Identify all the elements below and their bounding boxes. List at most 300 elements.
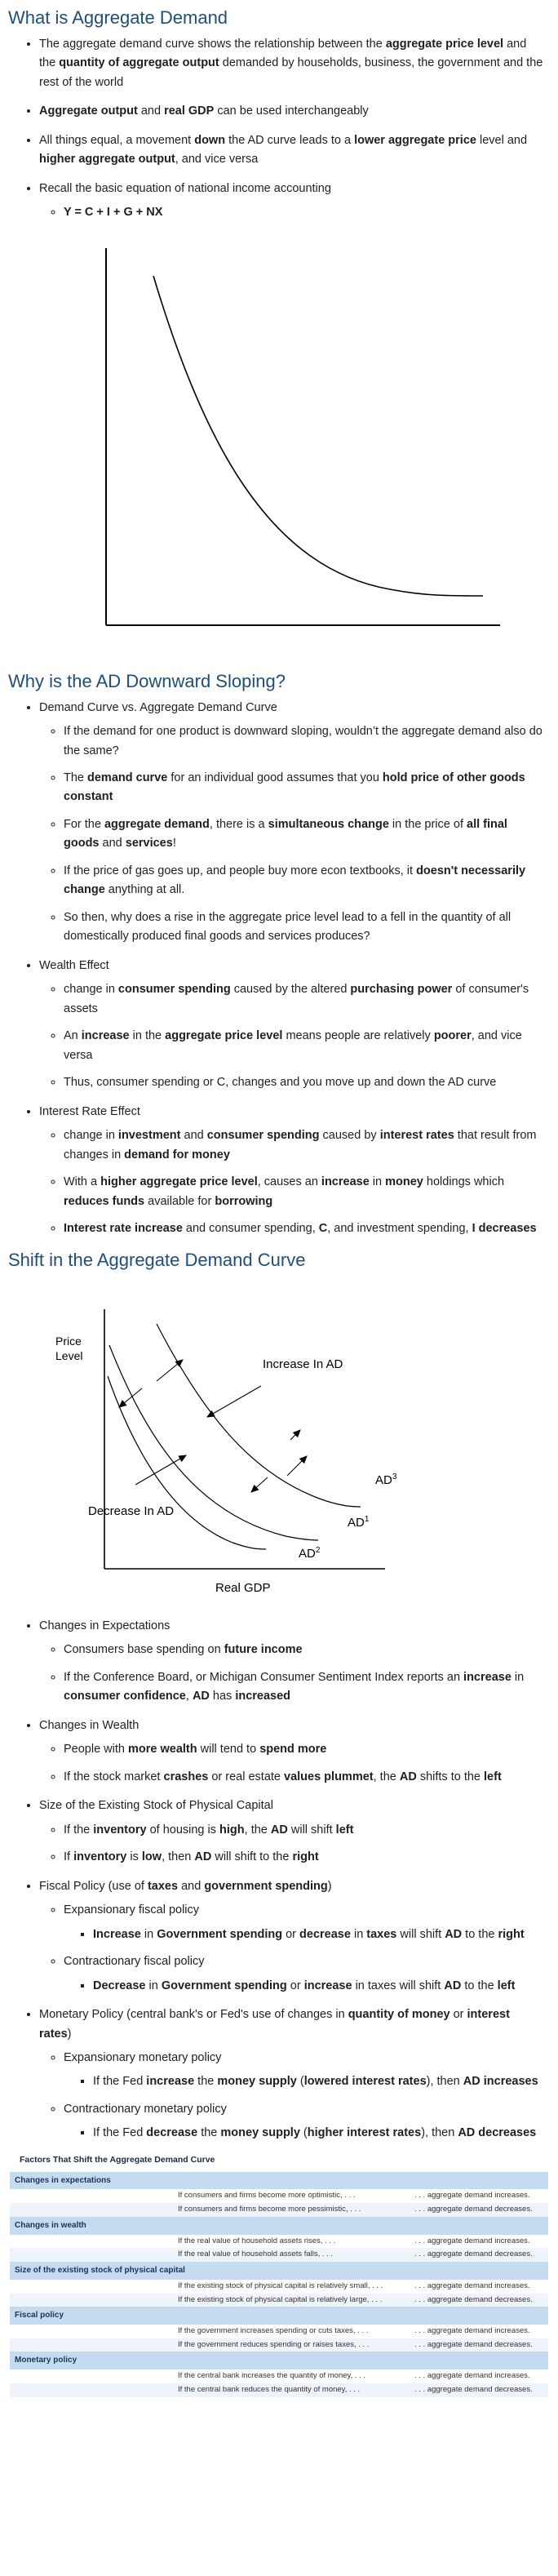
bold-text: decrease xyxy=(146,2126,198,2140)
bold-text: AD xyxy=(270,1823,288,1837)
empty-cell xyxy=(10,2235,173,2249)
list-item xyxy=(39,1617,545,1707)
table-category-row xyxy=(10,2352,548,2369)
text-run: If the Conference Board, or Michigan Consumer Sentiment Index reports an xyxy=(64,1670,464,1684)
bold-text: poorer xyxy=(433,1029,472,1043)
list-item xyxy=(39,1877,545,1996)
bullet-list-level-3 xyxy=(64,2124,545,2143)
text-run: Interest Rate Effect xyxy=(39,1104,140,1118)
bold-text: higher aggregate output xyxy=(39,153,175,167)
text-run: or xyxy=(450,2008,467,2022)
bullet-list-level-1 xyxy=(8,699,545,1239)
list-item xyxy=(39,102,545,121)
text-run: means people are relatively xyxy=(282,1029,434,1043)
bold-text: lower aggregate price xyxy=(354,133,476,147)
text-run: in xyxy=(145,1979,162,1992)
shift-right-arrow-upper xyxy=(157,1360,183,1381)
text-run: Demand Curve vs. Aggregate Demand Curve xyxy=(39,700,277,714)
ad-curve xyxy=(153,276,483,596)
text-run: to the xyxy=(462,1927,498,1941)
text-run: shifts to the xyxy=(416,1770,485,1783)
list-item xyxy=(64,1668,545,1707)
ad1-label: $AD^1$ xyxy=(348,1515,370,1530)
table-row xyxy=(10,2280,548,2294)
bold-text: increase xyxy=(321,1175,370,1189)
effect-cell: . . . aggregate demand increases. xyxy=(414,2191,530,2201)
bold-text: AD increases xyxy=(463,2075,538,2089)
text-run: , xyxy=(185,1690,193,1703)
table-category-row xyxy=(10,2307,548,2325)
ad-shift-chart xyxy=(41,1277,400,1603)
bold-text: AD decreases xyxy=(458,2126,537,2140)
bold-text: Y = C + I + G + NX xyxy=(64,205,163,219)
text-run: Changes in Wealth xyxy=(39,1718,140,1732)
section-list-what-is-ad xyxy=(8,35,545,223)
bullet-list-level-2 xyxy=(39,1641,545,1706)
list-item xyxy=(93,1977,545,1996)
effect-cell: . . . aggregate demand increases. xyxy=(414,2236,530,2245)
bold-text: taxes xyxy=(147,1879,179,1893)
list-item xyxy=(64,1027,545,1065)
list-item xyxy=(64,722,545,761)
bold-text: borrowing xyxy=(215,1194,273,1208)
list-item xyxy=(64,203,545,222)
cause-cell: If the government increases spending or cuts taxes, . . . xyxy=(178,2325,369,2335)
category-label: Changes in wealth xyxy=(10,2217,548,2235)
text-run: in xyxy=(369,1175,386,1189)
effect-cell: . . . aggregate demand decreases. xyxy=(410,2294,548,2307)
bold-text: taxes xyxy=(366,1927,397,1941)
bold-text: real GDP xyxy=(164,104,215,118)
cause-cell: If the central bank increases the quantity of money, . . . xyxy=(178,2370,366,2380)
bold-text: I decreases xyxy=(472,1222,537,1236)
table-category-row xyxy=(10,2217,548,2235)
text-run: ! xyxy=(172,837,176,851)
text-run: If xyxy=(64,1850,74,1864)
list-item xyxy=(64,1848,545,1867)
bold-text: right xyxy=(292,1850,319,1864)
list-item xyxy=(64,1740,545,1759)
ad3-label: $AD^3$ xyxy=(375,1472,397,1488)
bold-text: increase xyxy=(81,1029,130,1043)
shift-left-arrow-upper xyxy=(119,1388,142,1407)
category-label: Fiscal policy xyxy=(10,2307,548,2325)
bullet-list-level-2 xyxy=(39,1821,545,1868)
increase-pointer-arrow xyxy=(207,1386,261,1417)
table-row xyxy=(10,2325,548,2338)
empty-cell xyxy=(10,2338,173,2352)
effect-cell: . . . aggregate demand increases. xyxy=(414,2281,530,2290)
bullet-list-level-3 xyxy=(64,1925,545,1944)
table-row xyxy=(10,2235,548,2249)
text-run: that result from changes in xyxy=(64,1129,537,1161)
text-run: , and vice versa xyxy=(175,153,259,167)
bullet-list-level-2 xyxy=(39,1740,545,1787)
bold-text: AD xyxy=(192,1690,210,1703)
bold-text: reduces funds xyxy=(64,1194,145,1208)
list-item xyxy=(39,2005,545,2143)
text-run: ) xyxy=(327,1879,332,1893)
bold-text: increased xyxy=(235,1690,291,1703)
list-item xyxy=(64,1768,545,1787)
ad3-curve xyxy=(157,1324,361,1507)
cause-cell: If the real value of household assets falls, . . . xyxy=(173,2248,410,2262)
bullet-list-level-1 xyxy=(8,1617,545,2143)
cause-cell: If the existing stock of physical capital is relatively large, . . . xyxy=(173,2294,410,2307)
table-row xyxy=(10,2189,548,2203)
text-run: Thus, consumer spending or C, changes and you move up and down the AD curve xyxy=(64,1076,497,1090)
table-row xyxy=(10,2338,548,2352)
bold-text: quantity of aggregate output xyxy=(59,56,219,70)
text-run: and consumer spending, xyxy=(182,1222,319,1236)
text-run: will shift to the xyxy=(211,1850,293,1864)
list-item xyxy=(64,2100,545,2143)
bold-text: Interest rate increase xyxy=(64,1222,183,1236)
text-run: ( xyxy=(296,2075,304,2089)
list-item xyxy=(93,2072,545,2091)
bold-text: increase xyxy=(463,1670,512,1684)
bold-text: money xyxy=(385,1175,423,1189)
bold-text: left xyxy=(335,1823,354,1837)
empty-cell xyxy=(10,2248,173,2262)
text-run: demanded by households, business, the government and the rest of the world xyxy=(39,56,543,89)
list-item xyxy=(39,1103,545,1239)
bold-text: inventory xyxy=(93,1823,147,1837)
bold-text: left xyxy=(497,1979,516,1992)
text-run: , causes an xyxy=(257,1175,321,1189)
section-heading-ad-shift: Shift in the Aggregate Demand Curve xyxy=(8,1249,306,1270)
bold-text: money supply xyxy=(220,2126,300,2140)
bold-text: quantity of money xyxy=(348,2008,450,2022)
text-run: All things equal, a movement xyxy=(39,133,195,147)
text-run: to the xyxy=(461,1979,498,1992)
list-item xyxy=(39,131,545,170)
text-run: With a xyxy=(64,1175,101,1189)
shift-right-arrow-lower xyxy=(290,1430,300,1440)
text-run: The xyxy=(64,771,88,784)
bold-text: AD xyxy=(445,1927,463,1941)
text-run: holdings which xyxy=(423,1175,505,1189)
bold-text: Government spending xyxy=(161,1979,287,1992)
decrease-label: Decrease In AD xyxy=(88,1504,175,1519)
cause-cell: If consumers and firms become more pessimistic, . . . xyxy=(173,2203,410,2217)
effect-cell: . . . aggregate demand decreases. xyxy=(410,2203,548,2217)
bold-text: consumer spending xyxy=(206,1129,320,1143)
text-run: If the Fed xyxy=(93,2075,147,2089)
text-run: and the xyxy=(39,37,527,70)
text-run: and xyxy=(137,104,165,118)
text-run: People with xyxy=(64,1743,128,1757)
shift-right-arrow-middle xyxy=(287,1456,307,1476)
text-run: will tend to xyxy=(197,1743,260,1757)
bullet-list-level-1 xyxy=(8,35,545,223)
bold-text: doesn't necessarily change xyxy=(64,864,526,897)
bold-text: Increase xyxy=(93,1927,141,1941)
bold-text: inventory xyxy=(73,1850,127,1864)
bold-text: demand curve xyxy=(87,771,168,784)
bold-text: AD xyxy=(399,1770,417,1783)
empty-cell xyxy=(10,2189,173,2203)
bold-text: down xyxy=(194,133,226,147)
text-run: , and vice versa xyxy=(64,1029,522,1062)
empty-cell xyxy=(10,2325,173,2338)
text-run: or xyxy=(286,1979,304,1992)
text-run: If the demand for one product is downward sloping, wouldn’t the aggregate demand also do the same? xyxy=(64,725,542,757)
list-item xyxy=(39,180,545,223)
factors-table-title: Factors That Shift the Aggregate Demand Curve xyxy=(20,2154,215,2165)
text-run: in xyxy=(511,1670,525,1684)
section-heading-what-is-ad: What is Aggregate Demand xyxy=(8,7,228,28)
text-run: ), then xyxy=(421,2126,458,2140)
bullet-list-level-2 xyxy=(39,1901,545,1996)
list-item xyxy=(39,1797,545,1867)
list-item xyxy=(39,699,545,947)
table-row xyxy=(10,2248,548,2262)
text-run: will shift xyxy=(396,1927,445,1941)
ad2-label: $AD^2$ xyxy=(299,1546,321,1561)
aggregate-demand-figure xyxy=(24,232,545,663)
effect-cell: . . . aggregate demand decreases. xyxy=(410,2338,548,2352)
text-run: caused by xyxy=(319,1129,380,1143)
bold-text: consumer spending xyxy=(117,983,231,997)
table-row xyxy=(10,2369,548,2383)
list-item xyxy=(93,2124,545,2143)
cause-cell: If the existing stock of physical capital is relatively small, . . . xyxy=(178,2281,383,2290)
bold-text: low xyxy=(141,1850,162,1864)
bold-text: lowered interest rates xyxy=(303,2075,427,2089)
list-item xyxy=(39,35,545,92)
bold-text: crashes xyxy=(163,1770,209,1783)
text-run: in the price of xyxy=(388,817,467,831)
bold-text: aggregate demand xyxy=(104,817,210,831)
text-run: will shift xyxy=(287,1823,336,1837)
ad-curve-chart xyxy=(24,232,530,656)
empty-cell xyxy=(10,2369,173,2383)
bold-text: future income xyxy=(224,1643,303,1657)
list-item xyxy=(64,769,545,807)
list-item xyxy=(64,980,545,1019)
bold-text: consumer confidence xyxy=(64,1690,186,1703)
text-run: change in xyxy=(64,983,118,997)
bold-text: simultaneous change xyxy=(268,817,389,831)
bold-text: hold price of other goods constant xyxy=(64,771,525,804)
text-run: ( xyxy=(299,2126,308,2140)
category-label: Monetary policy xyxy=(10,2352,548,2369)
document-page xyxy=(0,7,558,2397)
y-axis-label-line1: Price xyxy=(55,1335,82,1348)
x-axis-label: Real GDP xyxy=(215,1581,271,1596)
bold-text: aggregate price level xyxy=(385,37,504,51)
text-run: for an individual good assumes that you xyxy=(167,771,383,784)
cause-cell: If the real value of household assets rises, . . . xyxy=(178,2236,336,2245)
text-run: caused by the altered xyxy=(230,983,351,997)
bold-text: Aggregate output xyxy=(39,104,138,118)
bullet-list-level-2 xyxy=(39,722,545,947)
table-row xyxy=(10,2383,548,2397)
text-run: and xyxy=(180,1129,207,1143)
text-run: has xyxy=(209,1690,236,1703)
list-item xyxy=(64,1952,545,1996)
bold-text: higher aggregate price level xyxy=(100,1175,258,1189)
text-run: change in xyxy=(64,1129,118,1143)
text-run: in xyxy=(140,1927,157,1941)
bullet-list-level-2 xyxy=(39,980,545,1092)
empty-cell xyxy=(10,2294,173,2307)
text-run: , the xyxy=(373,1770,400,1783)
text-run: the xyxy=(194,2075,218,2089)
text-run: of housing is xyxy=(146,1823,220,1837)
bold-text: purchasing power xyxy=(350,983,453,997)
effect-cell: . . . aggregate demand decreases. xyxy=(410,2248,548,2262)
bold-text: AD xyxy=(194,1850,212,1864)
bold-text: C xyxy=(318,1222,328,1236)
bold-text: demand for money xyxy=(124,1148,230,1161)
empty-cell xyxy=(10,2203,173,2217)
text-run: , and investment spending, xyxy=(327,1222,472,1236)
text-run: in taxes will shift xyxy=(352,1979,445,1992)
cause-cell: If consumers and firms become more optimistic, . . . xyxy=(178,2191,356,2201)
text-run: in xyxy=(350,1927,367,1941)
list-item xyxy=(93,1925,545,1944)
text-run: Fiscal Policy (use of xyxy=(39,1879,148,1893)
text-run: Contractionary monetary policy xyxy=(64,2102,227,2116)
text-run: ), then xyxy=(426,2075,463,2089)
text-run: available for xyxy=(144,1194,215,1208)
category-label: Changes in expectations xyxy=(10,2172,548,2190)
bullet-list-level-2 xyxy=(39,203,545,222)
effect-cell: . . . aggregate demand increases. xyxy=(414,2325,530,2335)
table-category-row xyxy=(10,2262,548,2280)
text-run: Size of the Existing Stock of Physical Capital xyxy=(39,1799,273,1813)
text-run: is xyxy=(126,1850,142,1864)
cause-cell: If the central bank reduces the quantity of money, . . . xyxy=(173,2383,410,2397)
list-item xyxy=(64,1641,545,1659)
table-category-row xyxy=(10,2172,548,2190)
y-axis-label-line2: Level xyxy=(55,1349,83,1363)
text-run: If the Fed xyxy=(93,2126,147,2140)
bold-text: Government spending xyxy=(157,1927,283,1941)
text-run: If the xyxy=(64,1823,94,1837)
table-row xyxy=(10,2294,548,2307)
text-run: , the xyxy=(244,1823,271,1837)
list-item xyxy=(39,957,545,1093)
list-item xyxy=(39,1717,545,1787)
text-run: in the xyxy=(129,1029,166,1043)
bold-text: aggregate price level xyxy=(165,1029,283,1043)
list-item xyxy=(64,1126,545,1165)
bold-text: government spending xyxy=(204,1879,328,1893)
text-run: , then xyxy=(162,1850,195,1864)
bold-text: values plummet xyxy=(284,1770,374,1783)
bold-text: money supply xyxy=(217,2075,297,2089)
text-run: The aggregate demand curve shows the relationship between the xyxy=(39,37,386,51)
section-list-ad-shift xyxy=(8,1617,545,2143)
bold-text: investment xyxy=(117,1129,181,1143)
bold-text: services xyxy=(125,837,173,851)
list-item xyxy=(64,1073,545,1092)
text-run: , there is a xyxy=(209,817,268,831)
list-item xyxy=(64,1821,545,1840)
bold-text: all final goods xyxy=(64,817,507,851)
text-run: and xyxy=(99,837,126,851)
text-run: ) xyxy=(67,2027,72,2041)
factors-table xyxy=(10,2172,548,2397)
ad2-curve xyxy=(108,1376,266,1549)
text-run: can be used interchangeably xyxy=(214,104,369,118)
bullet-list-level-3 xyxy=(64,2072,545,2091)
bold-text: AD xyxy=(444,1979,462,1992)
text-run: Contractionary fiscal policy xyxy=(64,1955,205,1969)
bold-text: interest rates xyxy=(39,2008,510,2041)
list-item xyxy=(64,1901,545,1944)
effect-cell: . . . aggregate demand decreases. xyxy=(410,2383,548,2397)
bold-text: decrease xyxy=(299,1927,351,1941)
empty-cell xyxy=(10,2383,173,2397)
list-item xyxy=(64,1173,545,1211)
text-run: If the price of gas goes up, and people buy more econ textbooks, it xyxy=(64,864,417,877)
list-item xyxy=(64,2049,545,2092)
text-run: the xyxy=(197,2126,221,2140)
text-run: the AD curve leads to a xyxy=(225,133,355,147)
text-run: Expansionary fiscal policy xyxy=(64,1903,200,1917)
text-run: For the xyxy=(64,817,104,831)
list-item xyxy=(64,1219,545,1238)
list-item xyxy=(64,908,545,947)
bold-text: right xyxy=(498,1927,525,1941)
section-list-ad-downward xyxy=(8,699,545,1239)
text-run: and xyxy=(178,1879,205,1893)
list-item xyxy=(64,815,545,854)
text-run: level and xyxy=(476,133,528,147)
bold-text: interest rates xyxy=(379,1129,454,1143)
bold-text: higher interest rates xyxy=(307,2126,422,2140)
increase-label: Increase In AD xyxy=(263,1357,343,1372)
shift-left-arrow-lower xyxy=(251,1477,268,1492)
bold-text: high xyxy=(219,1823,245,1837)
text-run: Expansionary monetary policy xyxy=(64,2051,222,2064)
empty-cell xyxy=(10,2280,173,2294)
text-run: So then, why does a rise in the aggregate price level lead to a fell in the quantity of all domestically produced final goods and services produces? xyxy=(64,910,512,944)
cause-cell: If the government reduces spending or raises taxes, . . . xyxy=(173,2338,410,2352)
decrease-pointer-arrow xyxy=(135,1455,186,1485)
text-run: or real estate xyxy=(208,1770,285,1783)
list-item xyxy=(64,862,545,900)
text-run: If the stock market xyxy=(64,1770,164,1783)
bold-text: increase xyxy=(303,1979,352,1992)
text-run: Recall the basic equation of national income accounting xyxy=(39,181,331,195)
text-run: anything at all. xyxy=(104,883,185,897)
table-row xyxy=(10,2203,548,2217)
text-run: Changes in Expectations xyxy=(39,1619,170,1632)
bullet-list-level-3 xyxy=(64,1977,545,1996)
bold-text: left xyxy=(484,1770,502,1783)
text-run: or xyxy=(282,1927,300,1941)
ad-shift-figure xyxy=(41,1277,545,1610)
text-run: Monetary Policy (central bank's or Fed's use of changes in xyxy=(39,2008,348,2022)
text-run: Consumers base spending on xyxy=(64,1643,224,1657)
text-run: of consumer's assets xyxy=(64,983,529,1015)
bold-text: increase xyxy=(146,2075,195,2089)
text-run: An xyxy=(64,1029,82,1043)
bold-text: more wealth xyxy=(128,1743,197,1757)
effect-cell: . . . aggregate demand increases. xyxy=(414,2370,530,2380)
bullet-list-level-2 xyxy=(39,2049,545,2143)
bold-text: Decrease xyxy=(93,1979,146,1992)
bullet-list-level-2 xyxy=(39,1126,545,1238)
text-run: Wealth Effect xyxy=(39,958,109,972)
section-heading-ad-downward: Why is the AD Downward Sloping? xyxy=(8,670,286,691)
bold-text: spend more xyxy=(259,1743,327,1757)
